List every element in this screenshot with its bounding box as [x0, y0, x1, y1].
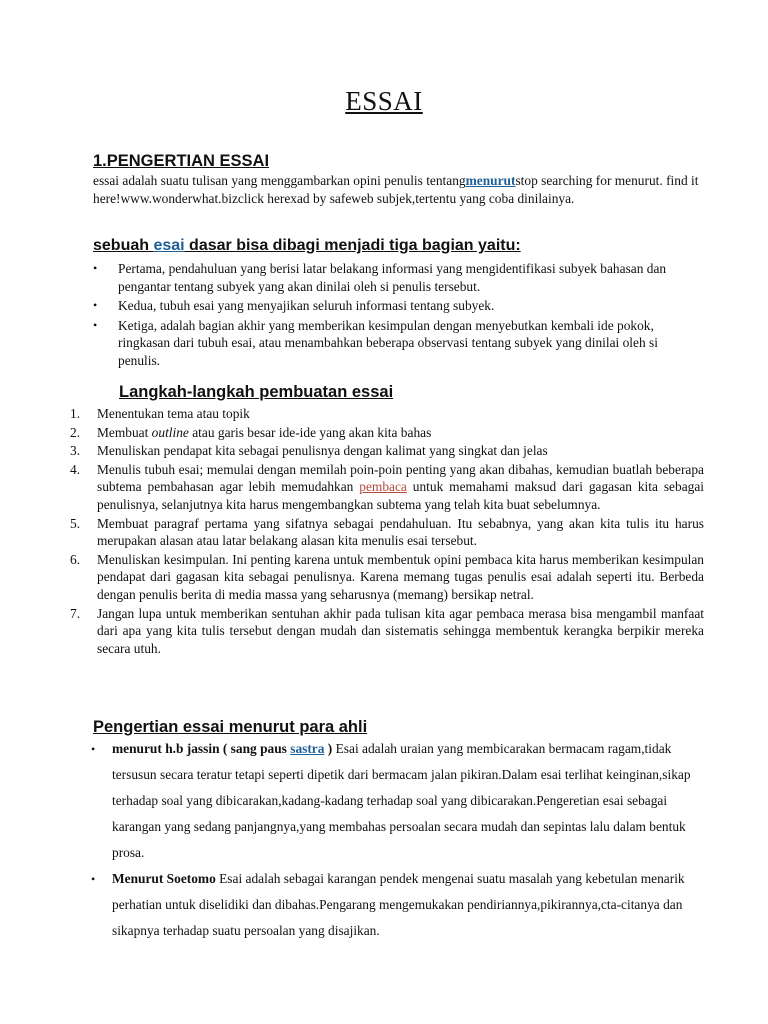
list-item [70, 515, 704, 550]
italic-term: outline [151, 424, 189, 440]
section-heading-langkah: Langkah-langkah pembuatan essai [119, 383, 394, 401]
heading-text: sebuah [93, 237, 154, 254]
bullet-icon: • [93, 261, 98, 275]
expert-name: ) [324, 741, 333, 756]
langkah-list [70, 405, 704, 658]
list-item [70, 551, 704, 604]
list-item [90, 736, 706, 866]
list-item-text: Menuliskan kesimpulan. Ini penting karena untuk membentuk opini pembaca kita harus memberikan kesimpulan pendapat dari gagasan kita sebagai penulisnya. Karena memang tugas penulis esai adalah seperti itu. Berbeda dengan penulis berita di media massa yang seharusnya (memang) bersikap netral. [97, 551, 704, 602]
document-title: ESSAI [345, 86, 423, 116]
list-item [90, 297, 702, 315]
expert-name: menurut h.b jassin ( sang paus [112, 741, 291, 756]
list-number: 4. [70, 461, 81, 477]
list-item [90, 260, 702, 295]
list-item-text: Menentukan tema atau topik [97, 406, 250, 421]
list-item-text: Kedua, tubuh esai yang menyajikan seluruh informasi tentang subyek. [118, 298, 495, 313]
list-item [70, 442, 704, 460]
list-item [70, 405, 704, 423]
list-item-text: Membuat [97, 424, 152, 440]
paragraph-text: essai adalah suatu tulisan yang menggambarkan opini penulis tentang [93, 173, 466, 188]
pembaca-link[interactable]: pembaca [359, 479, 407, 495]
section-heading-pengertian: 1.PENGERTIAN ESSAI [93, 152, 270, 170]
bullet-icon: • [91, 742, 96, 756]
list-item [70, 461, 704, 514]
list-number: 2. [70, 424, 81, 440]
bullet-icon: • [91, 872, 96, 886]
heading-text: dasar bisa dibagi menjadi tiga bagian yaitu: [184, 237, 521, 254]
list-number: 7. [70, 605, 81, 621]
list-number: 3. [70, 443, 81, 459]
list-item-text: Membuat paragraf pertama yang sifatnya sebagai pendahuluan. Itu sebabnya, yang akan kita tulis itu harus merupakan alasan atau latar belakang alasan kita menulis esai tersebut. [97, 515, 704, 549]
esai-link[interactable]: esai [153, 237, 185, 254]
list-number: 6. [70, 551, 81, 567]
list-item [90, 317, 702, 370]
list-number: 5. [70, 515, 81, 531]
list-item [70, 605, 704, 658]
list-item-text: Esai adalah sebagai karangan pendek mengenai suatu masalah yang kebetulan menarik perhatian untuk diselidiki dan dibahas.Pengarang mengemukakan pendiriannya,pikirannya,cta-citanya dan sikapnya terhadap suatu persoalan yang disajikan. [112, 871, 685, 938]
list-item [90, 866, 706, 944]
list-item-text: atau garis besar ide-ide yang akan kita bahas [188, 424, 432, 440]
list-item-text: Jangan lupa untuk memberikan sentuhan akhir pada tulisan kita agar pembaca merasa bisa mengambil manfaat dari apa yang kita tulis tersebut dengan mudah dan sistematis sehingga membentuk kerangka berpikir mereka secara utuh. [97, 605, 704, 656]
list-item-text: Pertama, pendahuluan yang berisi latar belakang informasi yang mengidentifikasi subyek bahasan dan pengantar tentang subyek yang akan dinilai oleh si penulis tersebut. [118, 261, 667, 294]
list-item-text: Ketiga, adalah bagian akhir yang memberikan kesimpulan dengan menyebutkan kembali ide pokok, ringkasan dari tubuh esai, atau menambahkan beberapa observasi tentang subyek yang dinilai oleh si penulis. [118, 317, 658, 368]
bagian-list [90, 260, 702, 371]
list-item-text: Menulis tubuh esai; memulai dengan memilah poin-poin penting yang akan dibahas, kemudian buatlah beberapa subtema pembahasan agar lebih memudahkan [97, 461, 704, 495]
section-heading-bagian [93, 237, 521, 255]
list-item [70, 424, 704, 442]
ahli-list [90, 736, 706, 944]
bullet-icon: • [93, 317, 98, 332]
sastra-link[interactable]: sastra [290, 741, 325, 756]
section-paragraph-pengertian [93, 172, 705, 207]
expert-name: Menurut Soetomo [112, 871, 216, 886]
list-number: 1. [70, 406, 81, 421]
list-item-text: untuk memahami maksud dari gagasan kita sebagai penulisnya, selanjutnya kita harus mengembangkan subtema yang telah kita buat sebelumnya. [97, 479, 704, 512]
section-heading-ahli: Pengertian essai menurut para ahli [93, 718, 368, 736]
paragraph-text: stop searching for menurut. find it here!www.wonderwhat.bizclick herexad by safeweb subjek,tertentu yang coba dinilainya. [93, 173, 699, 206]
list-item-text: Esai adalah uraian yang membicarakan bermacam ragam,tidak tersusun secara teratur tetapi seperti dipetik dari bermacam jalan pikiran.Dalam esai terlihat keinginan,sikap terhadap soal yang dibicarakan,kadang-kadang terhadap soal yang dibicarakan.Pengeretian esai sebagai karangan yang sedang panjangnya,yang membahas persoalan secara mudah dan sepintas lalu dalam bentuk prosa. [112, 741, 691, 860]
bullet-icon: • [93, 298, 98, 312]
list-item-text: Menuliskan pendapat kita sebagai penulisnya dengan kalimat yang singkat dan jelas [97, 443, 548, 459]
menurut-link[interactable]: menurut [465, 173, 516, 188]
